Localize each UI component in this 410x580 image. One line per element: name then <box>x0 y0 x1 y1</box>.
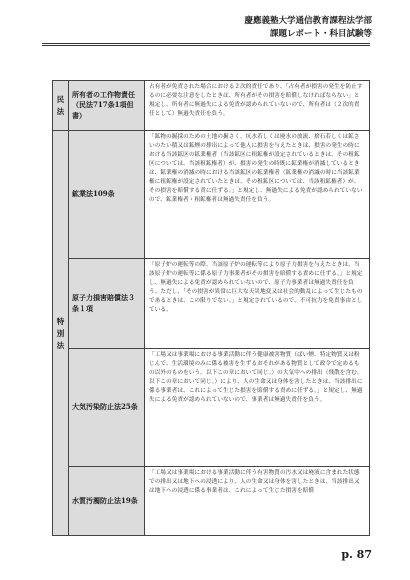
row-label: 大気汚染防止法25条 <box>72 402 138 412</box>
document-type: 課題レポート・科目試験等 <box>269 29 372 39</box>
table-row <box>53 81 370 131</box>
row-label-cell <box>69 349 145 467</box>
category-char: 別 <box>56 328 65 338</box>
table-row <box>53 131 370 259</box>
row-text-cell <box>145 349 370 467</box>
row-text-cell <box>145 81 370 131</box>
category-char: 法 <box>56 107 65 116</box>
page-number: p. 87 <box>341 548 372 561</box>
liability-table <box>52 80 370 536</box>
row-text-cell <box>145 467 370 536</box>
row-label-cell <box>69 131 145 259</box>
row-text: 「原子炉の運転等の際、当該原子炉の運転等により原子力損害を与えたときは、当該原子炉の運転等に係る原子力事業者がその損害を賠償する責めに任ずる。」と規定し、無過失による免責が認められていないので、原子力事業者は無過失責任を負う。ただし、「その損害が異常に巨大な天災地変又は社会的動乱によって生じたものであるときは、この限りでない。」と規定されているので、不可抗力を免責事由としている。 <box>149 262 363 314</box>
row-label-cell <box>69 259 145 349</box>
category-char: 民 <box>56 95 65 104</box>
course-title: 慶應義塾大学通信教育課程法学部 <box>244 16 372 26</box>
row-label-cell <box>69 467 145 536</box>
row-label: 鉱業法109条 <box>72 189 115 199</box>
row-label: 水質汚濁防止法19条 <box>72 495 138 505</box>
row-label: 所有者の工作物責任（民法717条1項但書） <box>72 90 135 120</box>
table-row <box>53 349 370 467</box>
table-row <box>53 467 370 536</box>
row-label: 原子力損害賠償法３条１項 <box>72 293 135 313</box>
row-label-cell <box>69 81 145 131</box>
category-char: 特 <box>56 316 65 326</box>
table-row <box>53 259 370 349</box>
row-text: 「工場又は事業場における事業活動に伴う有害物質の汚水又は廃液に含まれた状態での排出又は地下への浸透により、人の生命又は身体を害したときは、当該排出又は地下への浸透に係る事業者は、これによって生じた損害を賠償 <box>149 470 360 495</box>
row-text: 「工場又は事業場における事業活動に伴う健康被害物質（ばい煙、特定物質又は粉じんで、生活環境のみに係る被害を生ずるおそれがある物質として政令で定めるもの以外のものをいう。以下この章において同じ。）の大気中への排出（飛散を含む。以下この章において同じ。）により、人の生命又は身体を害したときは、当該排出に係る事業者は、これによって生じた損害を賠償する責めに任ずる。」と規定し、無過失による免責が認められていないので、事業者は無過失責任を負う。 <box>149 352 363 404</box>
civil-law-category <box>53 81 69 131</box>
row-text: 「鉱物の掘採のための土地の掘さく、坑水若しくは廃水の放流、捨石若しくは鉱さいのたい積又は鉱煙の排出によって他人に損害を与えたときは、損害の発生の時における当該鉱区の鉱業権者（当該鉱区に租鉱権が設定されているときは、その租鉱区については、当該租鉱権者）が、損害の発生の時既に鉱業権が消滅しているときは、鉱業権の消滅の時における当該鉱区の鉱業権者（鉱業権の消滅の時に当該鉱業権に租鉱権が設定されていたときは、その租鉱区については、当該租鉱権者）が、その損害を賠償する責に任ずる。」と規定し、無過失による免責が認められていないので、鉱業権者・租鉱権者は無過失責任を負う。 <box>149 134 363 204</box>
row-text-cell <box>145 259 370 349</box>
special-law-category <box>53 131 69 536</box>
row-text-cell <box>145 131 370 259</box>
row-text: 占有者が免責された場合における２次的責任であり、「占有者が損害の発生を防止するのに必要な注意をしたときは、所有者がその損害を賠償しなければならない」と規定し、所有者に無過失による免責が認められていないので、所有者は（２次的責任として）無過失責任を負う。 <box>149 84 363 118</box>
category-char: 法 <box>56 340 65 350</box>
header-rule <box>42 43 370 44</box>
header-rule-double <box>42 45 370 46</box>
